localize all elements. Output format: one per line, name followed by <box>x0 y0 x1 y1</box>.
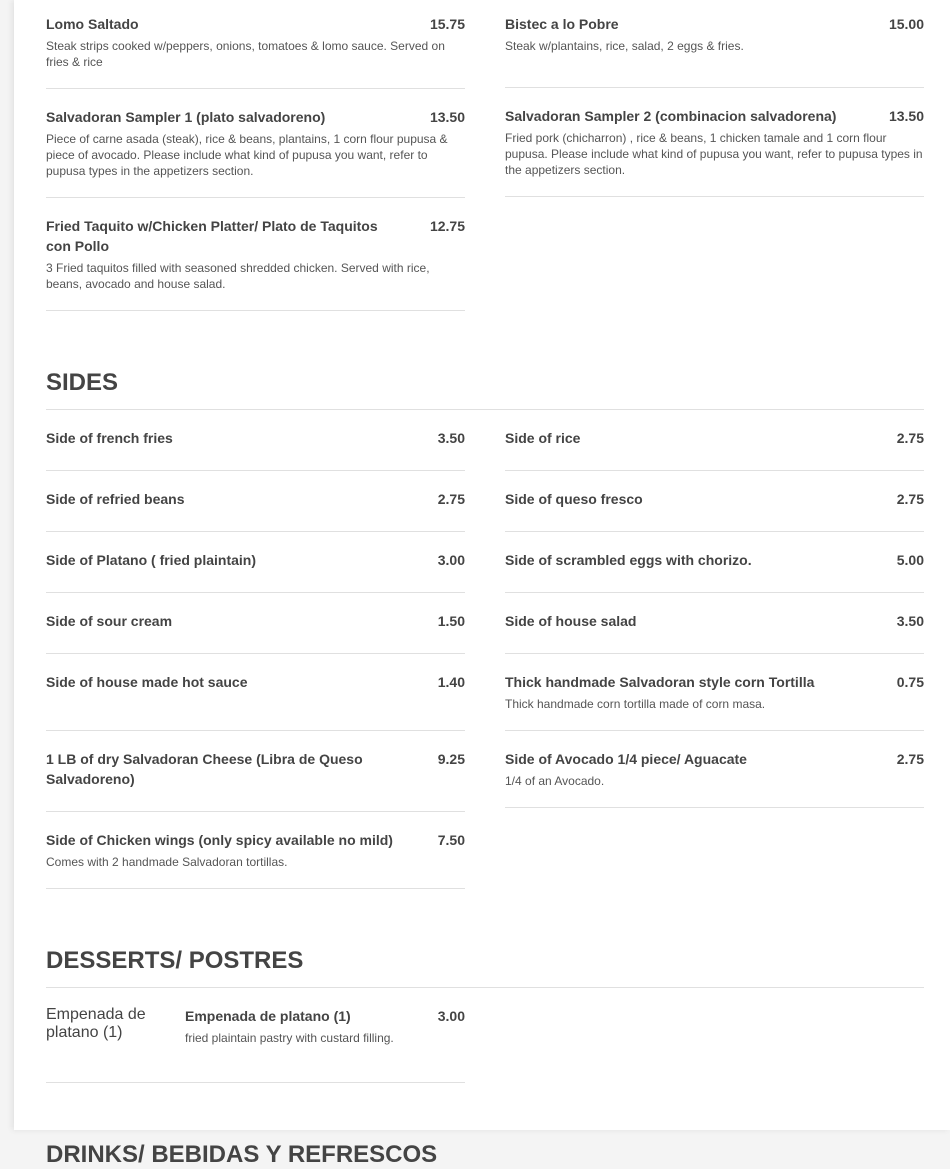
menu-page <box>14 0 950 1168</box>
item-description: Steak strips cooked w/peppers, onions, tomatoes & lomo sauce. Served on fries & rice <box>46 39 445 69</box>
menu-content <box>46 0 924 1169</box>
menu-item-lomo-saltado[interactable] <box>46 0 465 89</box>
menu-item-salvadoran-sampler-2[interactable] <box>505 88 924 197</box>
desserts-section-header <box>46 947 924 988</box>
menu-item-empenada-de-platano[interactable] <box>46 988 465 1083</box>
item-name: Side of queso fresco <box>505 491 643 507</box>
item-description: fried plaintain pastry with custard filling. <box>185 1031 394 1045</box>
item-description: Thick handmade corn tortilla made of corn masa. <box>505 697 766 711</box>
menu-item-side-refried-beans[interactable] <box>46 471 465 532</box>
item-price: 3.00 <box>437 1008 465 1024</box>
menu-item-bistec-a-lo-pobre[interactable] <box>505 0 924 88</box>
item-name: Salvadoran Sampler 2 (combinacion salvadorena) <box>505 108 837 124</box>
menu-item-side-house-salad[interactable] <box>505 593 924 654</box>
item-description: Piece of carne asada (steak), rice & beans, plantains, 1 corn flour pupusa & piece of avocado. Please include what kind of pupusa you want, refer to pupusa types in the appetizers section. <box>46 132 448 178</box>
item-price: 7.50 <box>437 832 465 848</box>
item-description: Fried pork (chicharron) , rice & beans, 1 chicken tamale and 1 corn flour pupusa. Please include what kind of pupusa you want, refer to pupusa types in the appetizers section. <box>505 131 923 177</box>
sides-section-header <box>46 369 924 410</box>
menu-item-side-french-fries[interactable] <box>46 410 465 471</box>
menu-item-side-rice[interactable] <box>505 410 924 471</box>
item-name: Salvadoran Sampler 1 (plato salvadoreno) <box>46 109 326 125</box>
menu-item-side-avocado[interactable] <box>505 731 924 808</box>
item-image-alt-text: Empenada de platano (1) <box>46 1006 146 1041</box>
item-name: Side of rice <box>505 430 581 446</box>
menu-item-side-queso-fresco[interactable] <box>505 471 924 532</box>
item-price: 5.00 <box>896 552 924 568</box>
section-title-drinks: DRINKS/ BEBIDAS Y REFRESCOS <box>46 1141 438 1168</box>
item-name: Thick handmade Salvadoran style corn Tortilla <box>505 674 815 690</box>
menu-item-side-eggs-chorizo[interactable] <box>505 532 924 593</box>
item-description: 3 Fried taquitos filled with seasoned shredded chicken. Served with rice, beans, avocado and house salad. <box>46 261 430 291</box>
item-name: Side of sour cream <box>46 613 173 629</box>
menu-item-side-hot-sauce[interactable] <box>46 654 465 731</box>
item-price: 2.75 <box>896 430 924 446</box>
item-price: 9.25 <box>437 751 465 767</box>
item-name: Lomo Saltado <box>46 16 139 32</box>
menu-item-salvadoran-cheese-lb[interactable] <box>46 731 465 812</box>
item-price: 2.75 <box>896 491 924 507</box>
item-price: 1.50 <box>437 613 465 629</box>
item-description: Steak w/plantains, rice, salad, 2 eggs & fries. <box>505 39 744 53</box>
item-name: Side of Avocado 1/4 piece/ Aguacate <box>505 751 747 767</box>
item-price: 13.50 <box>429 109 465 125</box>
item-price: 12.75 <box>429 218 465 234</box>
item-description: Comes with 2 handmade Salvadoran tortillas. <box>46 855 288 869</box>
item-name: Empenada de platano (1) <box>185 1008 351 1024</box>
menu-item-side-chicken-wings[interactable] <box>46 812 465 889</box>
item-price: 2.75 <box>437 491 465 507</box>
item-price: 3.50 <box>437 430 465 446</box>
item-name: Side of Chicken wings (only spicy available no mild) <box>46 832 393 848</box>
menu-item-side-sour-cream[interactable] <box>46 593 465 654</box>
sides-grid <box>46 410 924 889</box>
section-title-desserts: DESSERTS/ POSTRES <box>46 947 304 974</box>
item-name: Side of house salad <box>505 613 637 629</box>
item-price: 1.40 <box>437 674 465 690</box>
menu-item-fried-taquito-platter[interactable] <box>46 198 465 311</box>
item-name: Side of refried beans <box>46 491 185 507</box>
main-dishes-grid <box>46 0 924 311</box>
drinks-section-header <box>46 1141 924 1169</box>
item-name: Side of house made hot sauce <box>46 674 248 690</box>
menu-item-side-platano[interactable] <box>46 532 465 593</box>
item-name: Side of Platano ( fried plaintain) <box>46 552 257 568</box>
item-price: 13.50 <box>888 108 924 124</box>
desserts-grid <box>46 988 924 1083</box>
item-price: 3.00 <box>437 552 465 568</box>
item-name: 1 LB of dry Salvadoran Cheese (Libra de Queso Salvadoreno) <box>46 751 363 787</box>
item-name: Side of french fries <box>46 430 173 446</box>
item-price: 0.75 <box>896 674 924 690</box>
section-title-sides: SIDES <box>46 369 119 396</box>
menu-item-corn-tortilla[interactable] <box>505 654 924 731</box>
item-price: 3.50 <box>896 613 924 629</box>
item-description: 1/4 of an Avocado. <box>505 774 605 788</box>
item-name: Bistec a lo Pobre <box>505 16 619 32</box>
item-price: 2.75 <box>896 751 924 767</box>
item-price: 15.75 <box>429 16 465 32</box>
item-name: Fried Taquito w/Chicken Platter/ Plato de Taquitos con Pollo <box>46 218 378 254</box>
item-name: Side of scrambled eggs with chorizo. <box>505 552 752 568</box>
item-price: 15.00 <box>888 16 924 32</box>
menu-item-salvadoran-sampler-1[interactable] <box>46 89 465 198</box>
